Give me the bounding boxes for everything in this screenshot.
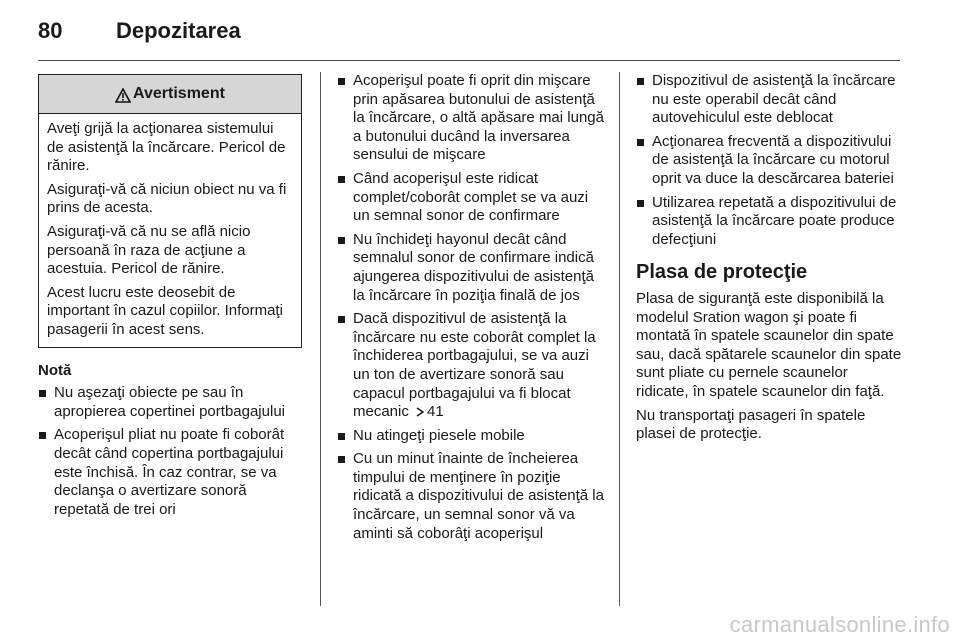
body-paragraph: Plasa de siguranţă este disponibilă la modelul Sration wagon şi poate fi montată în spatele scaunelor din spate sau, dacă spătarele scaunelor din spate sunt pliate cu pernele scaunelor ridicate, în spatele scaunelor din faţă. xyxy=(636,289,902,400)
page-reference-arrow-icon xyxy=(415,407,425,417)
warning-paragraph: Asiguraţi-vă că niciun obiect nu va fi prins de acesta. xyxy=(47,180,287,217)
list-item xyxy=(337,310,605,422)
warning-paragraph: Aveţi grijă la acţionarea sistemului de asistenţă la încărcare. Pericol de rănire. xyxy=(47,120,286,175)
list-item: Nu închideţi hayonul decât când semnalul sonor de confirmare indică ajungerea dispozitivului de asistenţă la încărcare în poziţia finală de jos xyxy=(337,231,605,305)
warning-paragraph: Acest lucru este deosebit de important în cazul copiilor. Informaţi pasagerii în acest sens. xyxy=(47,283,283,338)
column-2 xyxy=(337,72,605,548)
warning-paragraph: Asiguraţi-vă că nu se află nicio persoană în raza de acţiune a acestuia. Pericol de rănire. xyxy=(47,222,251,278)
list-item: Nu atingeţi piesele mobile xyxy=(337,427,605,446)
page-header xyxy=(38,18,241,48)
page-reference-link[interactable]: 41 xyxy=(427,403,444,421)
warning-triangle-icon xyxy=(115,88,131,103)
list-item: Nu aşezaţi obiecte pe sau în apropierea copertinei portbagajului xyxy=(38,384,302,421)
list-item: Când acoperişul este ridicat complet/coborât complet se va auzi un semnal sonor de confirmare xyxy=(337,170,605,226)
warning-title: Avertisment xyxy=(133,84,225,102)
column-divider xyxy=(619,72,620,606)
watermark: carmanualsonline.info xyxy=(729,612,950,637)
subheading: Plasa de protecţie xyxy=(636,261,808,284)
list-item: Cu un minut înainte de încheierea timpului de menţinere în poziţie ridicată a dispozitivului de asistenţă la încărcare, un semnal sonor vă va aminti să coborâţi acoperişul xyxy=(337,450,605,543)
list-item: Acţionarea frecventă a dispozitivului de asistenţă la încărcare cu motorul oprit va duce la descărcarea bateriei xyxy=(636,133,904,189)
section-title: Depozitarea xyxy=(116,18,241,43)
instruction-list xyxy=(337,72,605,543)
list-item: Acoperişul poate fi oprit din mişcare prin apăsarea butonului de asistenţă la încărcare, o altă apăsare mai lungă a butonului ducând la inversarea sensului de mişcare xyxy=(337,72,605,165)
list-item: Utilizarea repetată a dispozitivului de asistenţă la încărcare poate produce defecţiuni xyxy=(636,194,904,250)
warning-header xyxy=(39,75,301,114)
header-rule xyxy=(38,60,900,61)
page-number: 80 xyxy=(38,18,63,43)
note-title: Notă xyxy=(38,361,72,379)
warning-box xyxy=(38,74,302,348)
note-list xyxy=(38,384,302,519)
column-1 xyxy=(38,72,302,524)
list-item-text: Dacă dispozitivul de asistenţă la încărcare nu este coborât complet la închiderea portbagajului, se va auzi un ton de avertizare sonoră sau capacul portbagajului va fi blocat mecanic xyxy=(353,310,596,421)
body-paragraph: Nu transportaţi pasageri în spatele plasei de protecţie. xyxy=(636,406,866,443)
list-item: Acoperişul pliat nu poate fi coborât decât când copertina portbagajului este închisă. În caz contrar, se va declanşa o avertizare sonoră repetată de trei ori xyxy=(38,426,302,519)
instruction-list xyxy=(636,72,904,249)
list-item: Dispozitivul de asistenţă la încărcare nu este operabil decât când autovehiculul este deblocat xyxy=(636,72,904,128)
warning-body xyxy=(39,114,301,347)
column-3 xyxy=(636,72,904,449)
column-divider xyxy=(320,72,321,606)
